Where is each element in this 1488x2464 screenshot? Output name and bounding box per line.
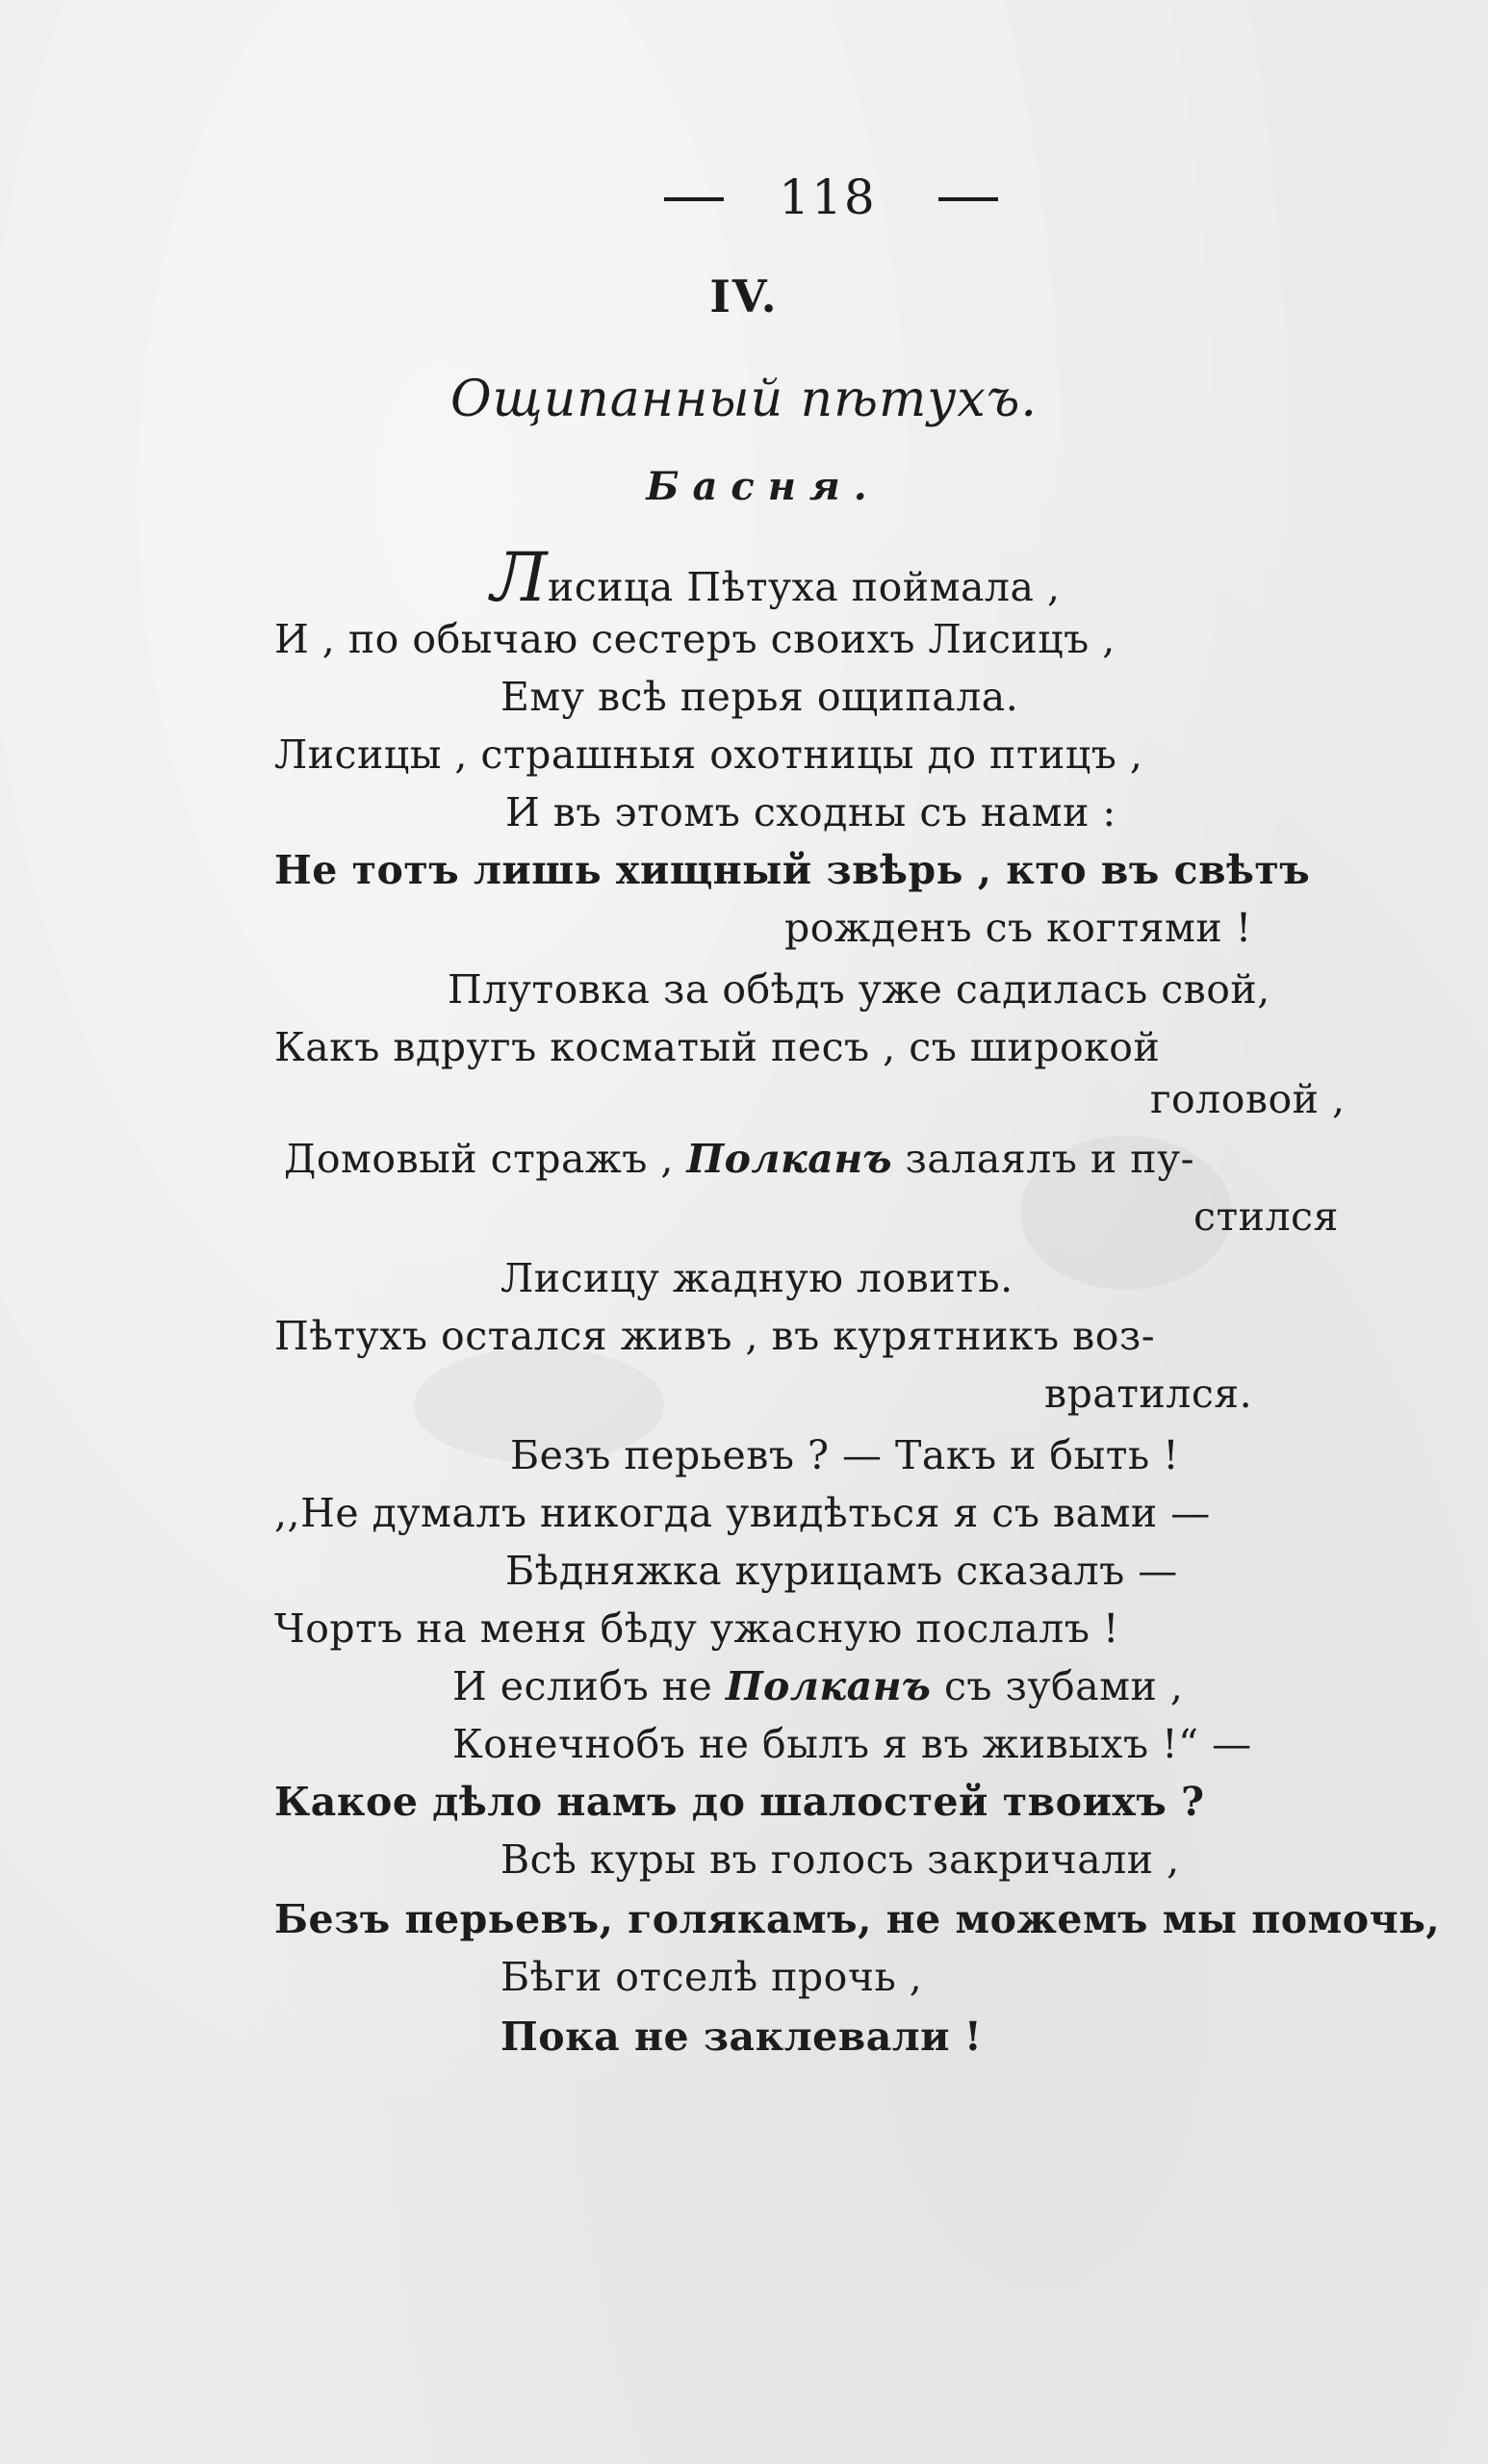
header-dash-left bbox=[664, 197, 724, 201]
proper-name: Полканъ bbox=[725, 1663, 932, 1709]
page-header bbox=[0, 168, 1488, 226]
poem-line-text: И еслибъ не bbox=[452, 1663, 726, 1709]
header-dash-right bbox=[938, 197, 998, 201]
drop-cap: Л bbox=[491, 538, 548, 617]
poem-line bbox=[491, 538, 1061, 617]
poem-line: Пѣтухъ остался живъ , въ курятникъ воз- bbox=[274, 1313, 1156, 1359]
poem-line-continuation: стился bbox=[1193, 1194, 1339, 1240]
poem-line: Лисицу жадную ловить. bbox=[500, 1255, 1013, 1301]
poem-line: Безъ перьевъ, голякамъ, не можемъ мы помочь, bbox=[274, 1896, 1441, 1942]
poem-genre: Басня. bbox=[646, 464, 881, 509]
poem-line: Не тотъ лишь хищный звѣрь , кто въ свѣтъ bbox=[274, 847, 1311, 893]
poem-line-continuation: рожденъ съ когтями ! bbox=[784, 905, 1252, 951]
poem-line: Бѣги отселѣ прочь , bbox=[500, 1954, 923, 2000]
poem-line: Плутовка за обѣдъ уже садилась свой, bbox=[448, 966, 1270, 1013]
poem-line-text: залаялъ и пу- bbox=[892, 1136, 1195, 1182]
poem-line bbox=[284, 1132, 1194, 1186]
poem-line: Какое дѣло намъ до шалостей твоихъ ? bbox=[274, 1779, 1205, 1825]
poem-line: И , по обычаю сестеръ своихъ Лисицъ , bbox=[274, 616, 1116, 662]
poem-line-continuation: головой , bbox=[1150, 1076, 1346, 1122]
poem-line: Чортъ на меня бѣду ужасную послалъ ! bbox=[274, 1605, 1119, 1652]
poem-line: Конечнобъ не былъ я въ живыхъ !“ — bbox=[452, 1721, 1252, 1767]
poem-line: Какъ вдругъ косматый песъ , съ широкой bbox=[274, 1024, 1161, 1070]
poem-line: Всѣ куры въ голосъ закричали , bbox=[500, 1836, 1180, 1883]
poem-line: И въ этомъ сходны съ нами : bbox=[505, 789, 1116, 835]
poem-line bbox=[452, 1659, 1183, 1713]
poem-title: Ощипанный пѣтухъ. bbox=[450, 371, 1038, 428]
poem-line: Безъ перьевъ ? — Такъ и быть ! bbox=[510, 1432, 1180, 1478]
poem-line-text: исица Пѣтуха поймала , bbox=[547, 564, 1061, 610]
poem-line-text: Домовый стражъ , bbox=[284, 1136, 687, 1182]
page-number: 118 bbox=[779, 169, 877, 225]
poem-line: Бѣдняжка курицамъ сказалъ — bbox=[505, 1548, 1178, 1594]
section-number: IV. bbox=[709, 270, 779, 322]
poem-line-continuation: вратился. bbox=[1044, 1371, 1253, 1417]
poem-line-text: съ зубами , bbox=[931, 1663, 1184, 1709]
proper-name: Полканъ bbox=[686, 1136, 893, 1182]
poem-line: Ему всѣ перья ощипала. bbox=[500, 674, 1019, 720]
poem-line: Пока не заклевали ! bbox=[500, 2014, 983, 2060]
poem-line: Лисицы , страшныя охотницы до птицъ , bbox=[274, 732, 1143, 778]
poem-line: ,,Не думалъ никогда увидѣться я съ вами — bbox=[274, 1490, 1211, 1536]
